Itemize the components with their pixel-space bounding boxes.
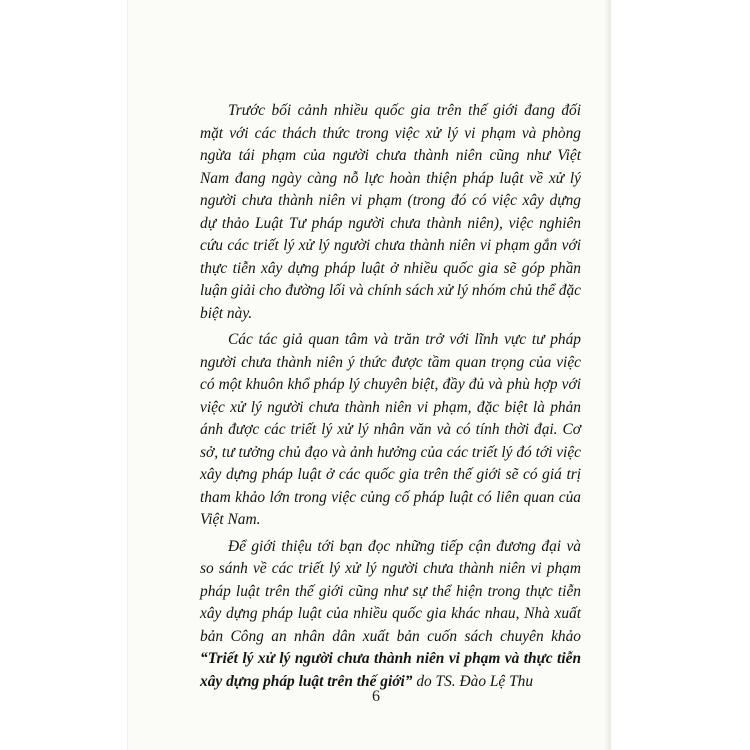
paragraph-2: Các tác giả quan tâm và trăn trở với lĩnh vực tư pháp người chưa thành niên ý thức được tầm quan trọng của việc có một khuôn khổ pháp lý chuyên biệt, đầy đủ và phù hợp với việc xử lý người chưa thành niên vi phạm, đặc biệt là phản ánh được các triết lý xử lý nhân văn và có tính thời đại. Cơ sở, tư tưởng chủ đạo và ảnh hưởng của các triết lý đó tới việc xây dựng pháp luật ở các quốc gia trên thế giới sẽ có giá trị tham khảo lớn trong việc củng cố pháp luật có liên quan của Việt Nam.	[200, 331, 581, 528]
page-body	[200, 100, 581, 697]
paragraph-1: Trước bối cảnh nhiều quốc gia trên thế giới đang đối mặt với các thách thức trong việc xử lý vi phạm và phòng ngừa tái phạm của người chưa thành niên cũng như Việt Nam đang ngày càng nỗ lực hoàn thiện pháp luật về xử lý người chưa thành niên vi phạm (trong đó có việc xây dựng dự thảo Luật Tư pháp người chưa thành niên), việc nghiên cứu các triết lý xử lý người chưa thành niên vi phạm gắn với thực tiễn xây dựng pháp luật ở nhiều quốc gia sẽ góp phần luận giải cho đường lối và chính sách xử lý nhóm chủ thể đặc biệt này.	[200, 102, 581, 322]
page-number: 6	[372, 688, 380, 705]
paragraph-3	[200, 536, 581, 694]
paragraph-3-intro: Để giới thiệu tới bạn đọc những tiếp cận đương đại và so sánh về các triết lý xử lý người chưa thành niên vi phạm pháp luật trên thế giới cũng như sự thể hiện trong thực tiễn xây dựng pháp luật của nhiều quốc gia khác nhau, Nhà xuất bản Công an nhân dân xuất bản cuốn sách chuyên khảo	[200, 537, 581, 645]
page-edge	[604, 0, 610, 750]
book-title: “Triết lý xử lý người chưa thành niên vi phạm và thực tiễn xây dựng pháp luật trên thế giới”	[200, 650, 581, 690]
paragraph-3-outro: do TS. Đào Lệ Thu	[412, 672, 534, 690]
